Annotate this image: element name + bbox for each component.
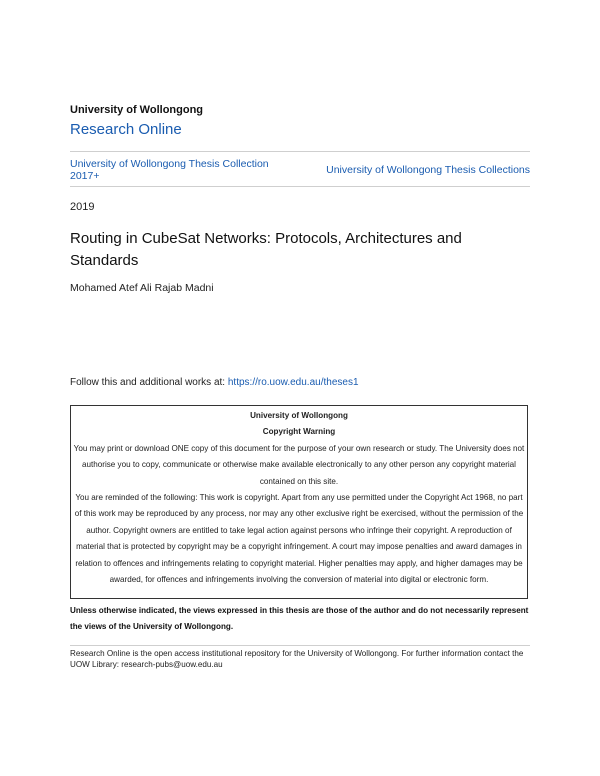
notice-paragraph-2: You are reminded of the following: This work is copyright. Apart from any use permitted under the Copyright Act 1968, no part of this work may be reproduced by any process, nor may any other exclusive right be exercised, without the permission of the author. Copyright owners are entitled to take legal action against persons who infringe their copyright. A reproduction of material that is protected by copyright may be a copyright infringement. A court may impose penalties and award damages in relation to offences and infringements relating to copyright material. Higher penalties may apply, and higher damages may be awarded, for offences and infringements involving the conversion of material into digital or electronic form. (74, 493, 524, 585)
publication-year: 2019 (70, 201, 95, 213)
research-online-link[interactable]: Research Online (70, 121, 182, 138)
repository-footer: Research Online is the open access institutional repository for the University of Wollongong. For further information contact the UOW Library: research-pubs@uow.edu.au (70, 649, 524, 669)
document-author: Mohamed Atef Ali Rajab Madni (70, 282, 214, 294)
thesis-collection-2017-link[interactable]: University of Wollongong Thesis Collection 2017+ (70, 158, 269, 182)
document-title: Routing in CubeSat Networks: Protocols, Architectures and Standards (70, 230, 462, 269)
follow-line (70, 377, 359, 388)
follow-text: Follow this and additional works at: (70, 377, 228, 388)
divider (70, 645, 530, 646)
thesis-collections-link[interactable]: University of Wollongong Thesis Collections (326, 164, 530, 176)
notice-subtitle: Copyright Warning (262, 427, 336, 437)
divider (70, 151, 530, 152)
copyright-notice-box (70, 405, 528, 599)
notice-title: University of Wollongong (250, 411, 348, 420)
institution-name: University of Wollongong (70, 104, 204, 116)
theses-link[interactable]: https://ro.uow.edu.au/theses1 (227, 377, 359, 388)
views-disclaimer: Unless otherwise indicated, the views expressed in this thesis are those of the author and do not necessarily represent the views of the University of Wollongong. (70, 606, 529, 631)
notice-paragraph-1: You may print or download ONE copy of this document for the purpose of your own research or study. The University does not authorise you to copy, communicate or otherwise make available electronically to any other person any copyright material contained on this site. (73, 443, 525, 486)
divider (70, 186, 530, 187)
